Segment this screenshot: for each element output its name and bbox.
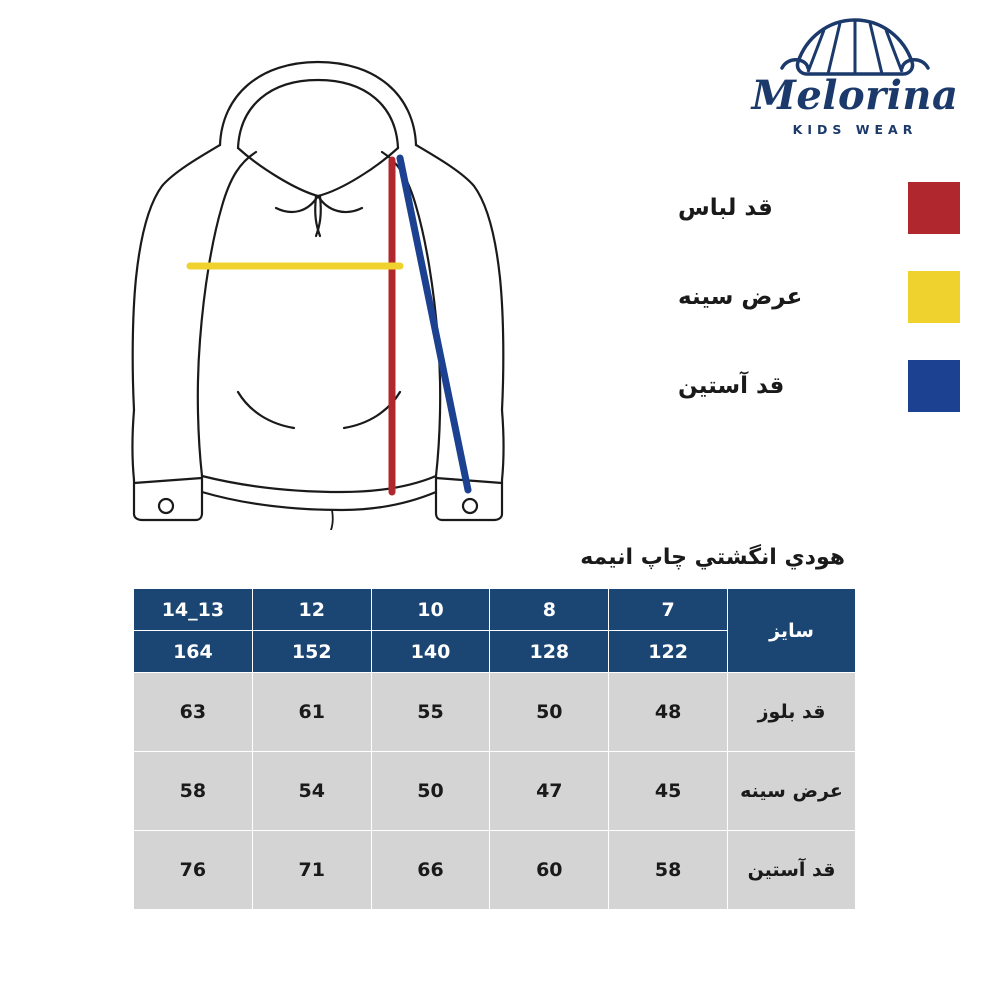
table-row-size-age — [134, 589, 856, 631]
measure-line-sleeve-length — [400, 158, 468, 490]
brand-name: Melorina — [751, 72, 959, 119]
table-cell-value: 45 — [609, 752, 728, 831]
table-row-label-chest-width: عرض سینه — [728, 752, 856, 831]
table-cell-height: 122 — [609, 631, 728, 673]
table-cell-age: 10 — [371, 589, 490, 631]
table-cell-value: 71 — [252, 831, 371, 910]
table-header-size: سایز — [728, 589, 856, 673]
hoodie-technical-drawing — [70, 40, 570, 530]
table-cell-value: 63 — [134, 673, 253, 752]
legend — [660, 178, 960, 445]
legend-swatch-sleeve-length — [908, 360, 960, 412]
table-cell-age: 7 — [609, 589, 728, 631]
table-cell-value: 48 — [609, 673, 728, 752]
legend-item-sleeve-length — [660, 356, 960, 416]
table-cell-height: 140 — [371, 631, 490, 673]
shell-icon — [780, 18, 930, 80]
legend-item-body-length — [660, 178, 960, 238]
table-row-body-length — [134, 673, 856, 752]
table-cell-height: 164 — [134, 631, 253, 673]
table-cell-age: 12 — [252, 589, 371, 631]
table-cell-value: 55 — [371, 673, 490, 752]
size-chart-table — [133, 588, 856, 910]
table-cell-value: 61 — [252, 673, 371, 752]
legend-item-chest-width — [660, 267, 960, 327]
table-row-label-body-length: قد بلوز — [728, 673, 856, 752]
table-cell-value: 76 — [134, 831, 253, 910]
table-row-sleeve-length — [134, 831, 856, 910]
table-row-chest-width — [134, 752, 856, 831]
legend-label-chest-width: عرض سینه — [678, 284, 803, 310]
table-cell-value: 58 — [134, 752, 253, 831]
table-cell-value: 60 — [490, 831, 609, 910]
page-title: هودي انگشتي چاپ انیمه — [580, 545, 845, 570]
table-row-label-sleeve-length: قد آستین — [728, 831, 856, 910]
legend-label-body-length: قد لباس — [678, 195, 773, 221]
table-cell-age: 8 — [490, 589, 609, 631]
table-cell-value: 50 — [490, 673, 609, 752]
legend-label-sleeve-length: قد آستین — [678, 373, 785, 399]
table-cell-value: 47 — [490, 752, 609, 831]
table-cell-height: 128 — [490, 631, 609, 673]
table-cell-value: 54 — [252, 752, 371, 831]
table-cell-value: 50 — [371, 752, 490, 831]
brand-tagline: KIDS WEAR — [792, 122, 918, 137]
legend-swatch-body-length — [908, 182, 960, 234]
table-cell-height: 152 — [252, 631, 371, 673]
table-cell-value: 58 — [609, 831, 728, 910]
legend-swatch-chest-width — [908, 271, 960, 323]
table-cell-value: 66 — [371, 831, 490, 910]
brand-logo — [740, 18, 970, 143]
table-cell-age: 13_14 — [134, 589, 253, 631]
